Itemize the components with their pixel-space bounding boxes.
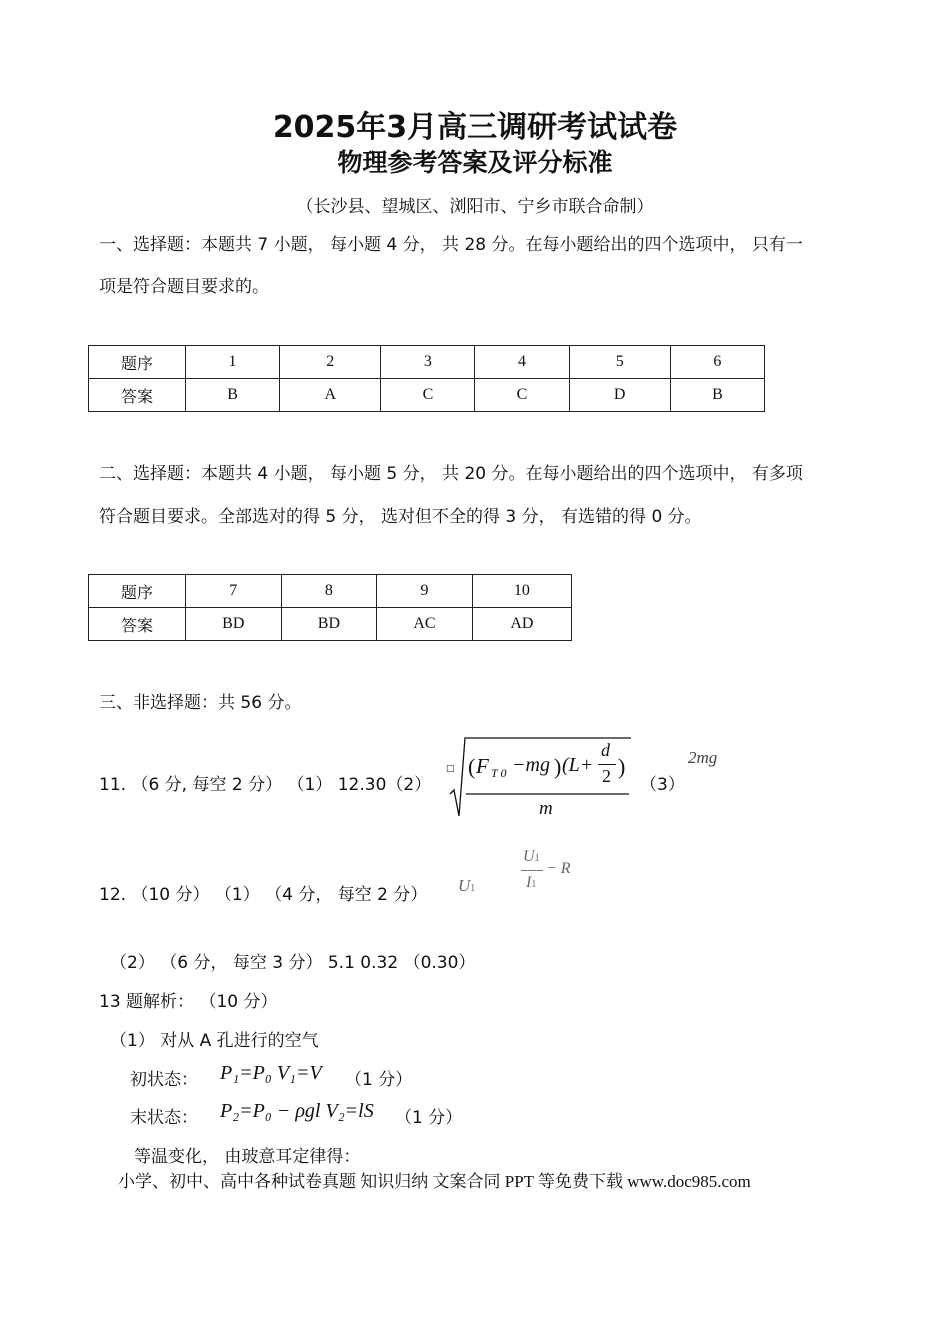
symbol-U: U bbox=[458, 876, 471, 895]
q11-answer3: 2mg bbox=[688, 748, 718, 767]
answer-cell: C bbox=[381, 379, 475, 412]
q13-final-label: 末状态： bbox=[130, 1108, 198, 1128]
subscript: 1 bbox=[531, 879, 537, 890]
q13-heading: 13 题解析： （10 分） bbox=[99, 992, 278, 1012]
q11-text: 11. （6 分, 每空 2 分） （1） 12.30（2） bbox=[99, 775, 432, 795]
q12-answer1 bbox=[458, 876, 475, 896]
question-number: 1 bbox=[186, 346, 280, 379]
question-number: 9 bbox=[377, 575, 473, 608]
q13-initial-label: 初状态： bbox=[130, 1070, 198, 1090]
answer-cell: AD bbox=[472, 608, 571, 641]
formula-paren: ) bbox=[554, 754, 562, 779]
q12-answer2-denominator bbox=[526, 874, 536, 892]
fraction-bar bbox=[521, 870, 543, 871]
table-row bbox=[89, 608, 572, 641]
formula-paren: ) bbox=[618, 754, 626, 779]
formula-force: F bbox=[476, 754, 489, 778]
q11-formula bbox=[446, 734, 636, 824]
question-number: 4 bbox=[475, 346, 569, 379]
q13-final-score: （1 分） bbox=[395, 1108, 463, 1128]
table-row bbox=[89, 575, 572, 608]
question-number: 10 bbox=[472, 575, 571, 608]
row-label-question: 题序 bbox=[89, 575, 186, 608]
answer-cell: BD bbox=[281, 608, 377, 641]
question-number: 2 bbox=[280, 346, 381, 379]
subscript: 1 bbox=[534, 853, 540, 864]
subscript: 1 bbox=[470, 883, 476, 894]
formula-placeholder-box: □ bbox=[446, 764, 455, 774]
answer-cell: B bbox=[670, 379, 764, 412]
organizers-note: （长沙县、望城区、浏阳市、宁乡市联合命制） bbox=[296, 197, 654, 217]
row-label-question: 题序 bbox=[89, 346, 186, 379]
symbol-I: I bbox=[526, 874, 532, 891]
formula-two: 2 bbox=[602, 766, 611, 786]
page-title: 2025年3月高三调研考试试卷 bbox=[272, 110, 678, 145]
formula-denominator: m bbox=[539, 798, 553, 819]
answer-cell: BD bbox=[186, 608, 282, 641]
table-row bbox=[89, 346, 765, 379]
section3-heading: 三、非选择题：共 56 分。 bbox=[99, 693, 302, 713]
fraction-bar bbox=[598, 764, 616, 765]
q13-initial-formula: P₁=P₀ V₁=V bbox=[220, 1062, 322, 1084]
row-label-answer: 答案 bbox=[89, 608, 186, 641]
q11-part3-label: （3） bbox=[640, 775, 685, 795]
formula-paren: ( bbox=[468, 754, 476, 779]
formula-d: d bbox=[601, 740, 610, 760]
formula-minus-mg: −mg bbox=[512, 754, 550, 776]
question-number: 8 bbox=[281, 575, 377, 608]
q12-answer2-tail: − R bbox=[546, 860, 571, 877]
formula-subscript: T 0 bbox=[491, 766, 507, 780]
q12-answer2-numerator bbox=[523, 848, 540, 866]
section1-instructions-line2: 项是符合题目要求的。 bbox=[99, 277, 269, 297]
page-subtitle: 物理参考答案及评分标准 bbox=[337, 148, 613, 177]
q13-isothermal: 等温变化， 由玻意耳定律得： bbox=[134, 1147, 361, 1167]
q12-part2: （2） （6 分， 每空 3 分） 5.1 0.32 （0.30） bbox=[110, 953, 476, 973]
footer-ad: 小学、初中、高中各种试卷真题 知识归纳 文案合同 PPT 等免费下载 www.doc985.com bbox=[118, 1172, 751, 1191]
section1-answer-table bbox=[88, 345, 765, 412]
q13-final-formula: P₂=P₀ − ρgl V₂=lS bbox=[220, 1100, 374, 1122]
section2-answer-table bbox=[88, 574, 572, 641]
answer-cell: D bbox=[569, 379, 670, 412]
answer-cell: B bbox=[186, 379, 280, 412]
formula-L: (L+ bbox=[562, 754, 594, 776]
symbol-U: U bbox=[523, 848, 535, 865]
section2-instructions-line1: 二、选择题：本题共 4 小题， 每小题 5 分， 共 20 分。在每小题给出的四个选项中， 有多项 bbox=[99, 464, 803, 484]
q12-text: 12. （10 分） （1） （4 分， 每空 2 分） bbox=[99, 885, 428, 905]
question-number: 6 bbox=[670, 346, 764, 379]
answer-cell: A bbox=[280, 379, 381, 412]
section2-instructions-line2: 符合题目要求。全部选对的得 5 分， 选对但不全的得 3 分， 有选错的得 0 分。 bbox=[99, 507, 702, 527]
question-number: 5 bbox=[569, 346, 670, 379]
q13-initial-score: （1 分） bbox=[345, 1070, 413, 1090]
answer-cell: AC bbox=[377, 608, 473, 641]
row-label-answer: 答案 bbox=[89, 379, 186, 412]
q13-part1: （1） 对从 A 孔进行的空气 bbox=[110, 1031, 319, 1051]
question-number: 3 bbox=[381, 346, 475, 379]
answer-cell: C bbox=[475, 379, 569, 412]
table-row bbox=[89, 379, 765, 412]
section1-instructions-line1: 一、选择题：本题共 7 小题， 每小题 4 分， 共 28 分。在每小题给出的四个选项中， 只有一 bbox=[99, 235, 803, 255]
question-number: 7 bbox=[186, 575, 282, 608]
